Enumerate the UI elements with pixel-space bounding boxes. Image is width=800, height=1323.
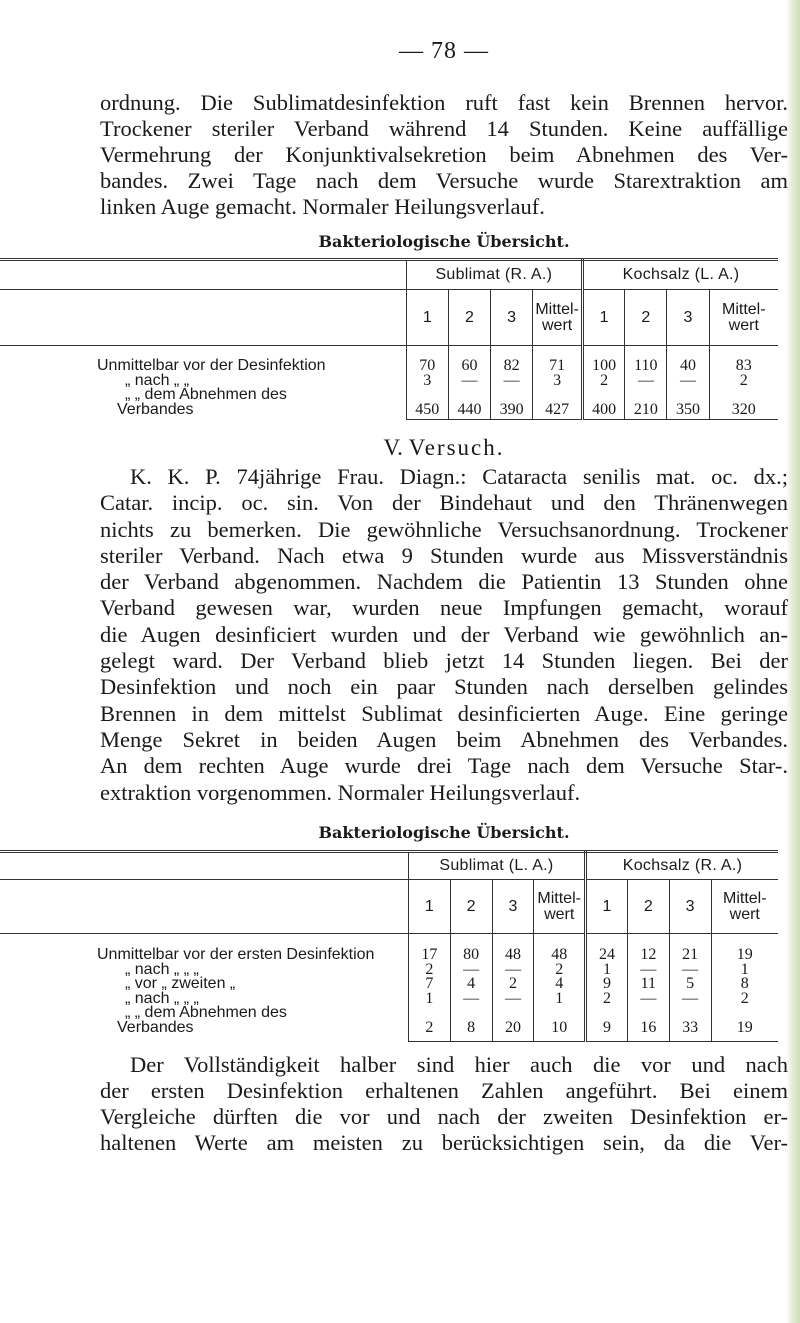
text-line: bandes. Zwei Tage nach dem Versuche wurde Starextraktion am <box>100 168 788 193</box>
cell: — <box>682 989 699 1007</box>
cell: 450 <box>415 400 440 418</box>
row-label: „ nach „ „ „ <box>125 960 199 978</box>
table-2-heading: Bakteriologische Übersicht. <box>318 823 570 842</box>
cell: — <box>504 960 521 978</box>
cell: — <box>461 371 478 389</box>
row-label: „ „ dem Abnehmen des <box>125 1004 287 1021</box>
col-header: 2 <box>448 290 490 346</box>
cell: 3 <box>553 371 562 389</box>
paragraph-2 <box>100 464 788 806</box>
col-header-mean-line-1: Mittel- <box>722 889 767 907</box>
cell: 3 <box>423 371 432 389</box>
cell: 5 <box>686 975 695 992</box>
cell: 1 <box>425 989 434 1007</box>
cell: 48 <box>551 946 568 963</box>
header-blank <box>0 260 406 290</box>
cell: — <box>463 989 480 1007</box>
col-header: 3 <box>667 290 709 346</box>
header-blank <box>0 290 406 346</box>
text-line: linken Auge gemacht. Normaler Heilungsverlauf. <box>100 194 545 219</box>
group-header-kochsalz: Kochsalz (R. A.) <box>586 852 778 880</box>
cell: 1 <box>602 960 611 978</box>
data-column <box>627 934 669 1042</box>
section-title <box>100 435 788 461</box>
cell: — <box>637 371 654 389</box>
paragraph-1 <box>100 90 788 220</box>
cell: 19 <box>736 946 753 963</box>
text-line: gelegt ward. Der Verband blieb jetzt 14 Stunden liegen. Bei der <box>100 648 788 674</box>
col-header-mean <box>533 290 583 346</box>
cell: 350 <box>675 400 700 418</box>
page-number: — 78 — <box>399 38 489 64</box>
cell: 1 <box>740 960 749 978</box>
cell: — <box>503 371 520 389</box>
cell: 70 <box>419 357 436 374</box>
cell: 210 <box>633 400 658 418</box>
row-label: Verbandes <box>117 1018 194 1036</box>
text-line: extraktion vorgenommen. Normaler Heilungsverlauf. <box>100 779 581 805</box>
col-header-mean-line-2: wert <box>729 905 760 923</box>
text-line: haltenen Werte am meisten zu berücksichtigen sein, da die Ver- <box>100 1130 788 1155</box>
cell: 1 <box>555 989 564 1007</box>
cell: 4 <box>467 975 476 992</box>
text-line: An dem rechten Auge wurde drei Tage nach dem Versuche Star-. <box>100 753 788 779</box>
row-label: Verbandes <box>117 400 194 418</box>
cell: 19 <box>736 1018 753 1036</box>
text-line: der Verband abgenommen. Nachdem die Patientin 13 Stunden ohne <box>100 569 788 595</box>
text-line: Vergleiche dürften die vor und nach der zweiten Desinfektion er- <box>100 1104 788 1129</box>
text-line: der ersten Desinfektion erhaltenen Zahlen angeführt. Bei einem <box>100 1078 788 1103</box>
cell: 320 <box>731 400 756 418</box>
header-blank <box>0 880 408 934</box>
col-header: 3 <box>491 290 533 346</box>
data-column-mean <box>709 346 778 420</box>
cell: 12 <box>640 946 657 963</box>
row-labels <box>0 346 406 420</box>
group-header-sublimat: Sublimat (R. A.) <box>406 260 582 290</box>
row-label: Unmittelbar vor der Desinfektion <box>97 357 326 374</box>
row-label: „ vor „ zweiten „ <box>125 975 236 992</box>
cell: 71 <box>549 357 566 374</box>
cell: 82 <box>503 357 520 374</box>
cell: 40 <box>679 357 696 374</box>
col-header: 2 <box>627 880 669 934</box>
col-header-mean-line-1: Mittel- <box>537 889 581 907</box>
paragraph-3 <box>100 1052 788 1156</box>
text-line: Catar. incip. oc. sin. Von der Bindehaut und den Thränenwegen <box>100 490 788 516</box>
data-column <box>625 346 667 420</box>
data-column <box>448 346 490 420</box>
data-column <box>667 346 709 420</box>
cell: 16 <box>640 1018 657 1036</box>
cell: 440 <box>457 400 482 418</box>
cell: 10 <box>551 1018 568 1036</box>
text-line: nichts zu bemerken. Die gewöhnliche Versuchsanordnung. Trockener <box>100 516 788 542</box>
cell: 2 <box>555 960 564 978</box>
row-labels <box>0 934 408 1042</box>
row-label: Unmittelbar vor der ersten Desinfektion <box>97 946 375 963</box>
cell: — <box>640 960 657 978</box>
data-column <box>669 934 711 1042</box>
row-label: „ nach „ „ „ <box>125 989 199 1007</box>
group-header-kochsalz: Kochsalz (L. A.) <box>583 260 778 290</box>
data-column <box>450 934 492 1042</box>
page-edge <box>786 0 800 1323</box>
cell: 8 <box>467 1018 476 1036</box>
col-header-mean-line-1: Mittel- <box>535 300 579 318</box>
col-header: 1 <box>583 290 625 346</box>
data-column-mean <box>534 934 586 1042</box>
data-column-mean <box>711 934 778 1042</box>
col-header-mean <box>534 880 586 934</box>
cell: 9 <box>602 975 611 992</box>
cell: 400 <box>592 400 617 418</box>
text-line: ordnung. Die Sublimatdesinfektion ruft fast kein Brennen hervor. <box>100 90 788 115</box>
group-header-sublimat: Sublimat (L. A.) <box>408 852 585 880</box>
cell: 2 <box>508 975 517 992</box>
col-header: 3 <box>492 880 534 934</box>
cell: 2 <box>600 371 609 389</box>
cell: 48 <box>504 946 521 963</box>
cell: 24 <box>598 946 615 963</box>
cell: 20 <box>504 1018 521 1036</box>
section-word: Versuch. <box>408 435 505 460</box>
cell: 2 <box>425 1018 434 1036</box>
col-header: 2 <box>450 880 492 934</box>
data-column <box>586 934 628 1042</box>
cell: 80 <box>463 946 480 963</box>
col-header-mean <box>709 290 778 346</box>
col-header: 3 <box>669 880 711 934</box>
section-number: V. <box>383 435 403 460</box>
row-label: „ „ dem Abnehmen des <box>125 386 287 403</box>
cell: 100 <box>592 357 617 374</box>
bacteriology-table-2 <box>0 850 778 1042</box>
data-column <box>583 346 625 420</box>
data-column <box>408 934 450 1042</box>
text-line: Trockener steriler Verband während 14 Stunden. Keine auffällige <box>100 116 788 141</box>
col-header: 1 <box>408 880 450 934</box>
cell: 7 <box>425 975 434 992</box>
text-line: steriler Verband. Nach etwa 9 Stunden wurde aus Missverständnis <box>100 542 788 568</box>
data-column <box>491 346 533 420</box>
text-line: die Augen desinficiert wurden und der Verband wie gewöhnlich an- <box>100 621 788 647</box>
cell: 17 <box>421 946 438 963</box>
cell: 21 <box>682 946 699 963</box>
table-1-heading: Bakteriologische Übersicht. <box>318 232 570 251</box>
data-column <box>492 934 534 1042</box>
cell: 60 <box>461 357 478 374</box>
cell: 427 <box>545 400 570 418</box>
text-line: Menge Sekret in beiden Augen beim Abnehmen des Verbandes. <box>100 726 788 752</box>
cell: 8 <box>740 975 749 992</box>
col-header-mean <box>711 880 778 934</box>
cell: — <box>640 989 657 1007</box>
data-column <box>406 346 448 420</box>
cell: 83 <box>735 357 752 374</box>
cell: — <box>504 989 521 1007</box>
header-blank <box>0 852 408 880</box>
col-header: 1 <box>586 880 628 934</box>
cell: 2 <box>740 989 749 1007</box>
cell: — <box>463 960 480 978</box>
col-header-mean-line-1: Mittel- <box>722 300 766 318</box>
text-line: Der Vollständigkeit halber sind hier auch die vor und nach <box>130 1052 788 1077</box>
cell: 9 <box>602 1018 611 1036</box>
col-header-mean-line-2: wert <box>728 316 759 334</box>
cell: 4 <box>555 975 564 992</box>
text-line: Brennen in dem mittelst Sublimat desinficierten Auge. Eine geringe <box>100 700 788 726</box>
text-line: Verband gewesen war, wurden neue Impfungen gemacht, worauf <box>100 595 788 621</box>
col-header-mean-line-2: wert <box>544 905 575 923</box>
cell: — <box>679 371 696 389</box>
cell: 2 <box>739 371 748 389</box>
col-header: 2 <box>625 290 667 346</box>
text-line: K. K. P. 74jährige Frau. Diagn.: Cataracta senilis mat. oc. dx.; <box>130 464 788 489</box>
col-header-mean-line-2: wert <box>542 316 573 334</box>
row-label: „ nach „ „ <box>125 371 190 389</box>
text-line: Desinfektion und noch ein paar Stunden nach derselben gelindes <box>100 674 788 700</box>
cell: 33 <box>682 1018 699 1036</box>
cell: 2 <box>602 989 611 1007</box>
col-header: 1 <box>406 290 448 346</box>
cell: 390 <box>499 400 524 418</box>
data-column-mean <box>533 346 583 420</box>
cell: — <box>682 960 699 978</box>
cell: 2 <box>425 960 434 978</box>
bacteriology-table-1 <box>0 258 778 420</box>
cell: 11 <box>640 975 657 992</box>
text-line: Vermehrung der Konjunktivalsekretion beim Abnehmen des Ver- <box>100 142 788 167</box>
cell: 110 <box>634 357 658 374</box>
